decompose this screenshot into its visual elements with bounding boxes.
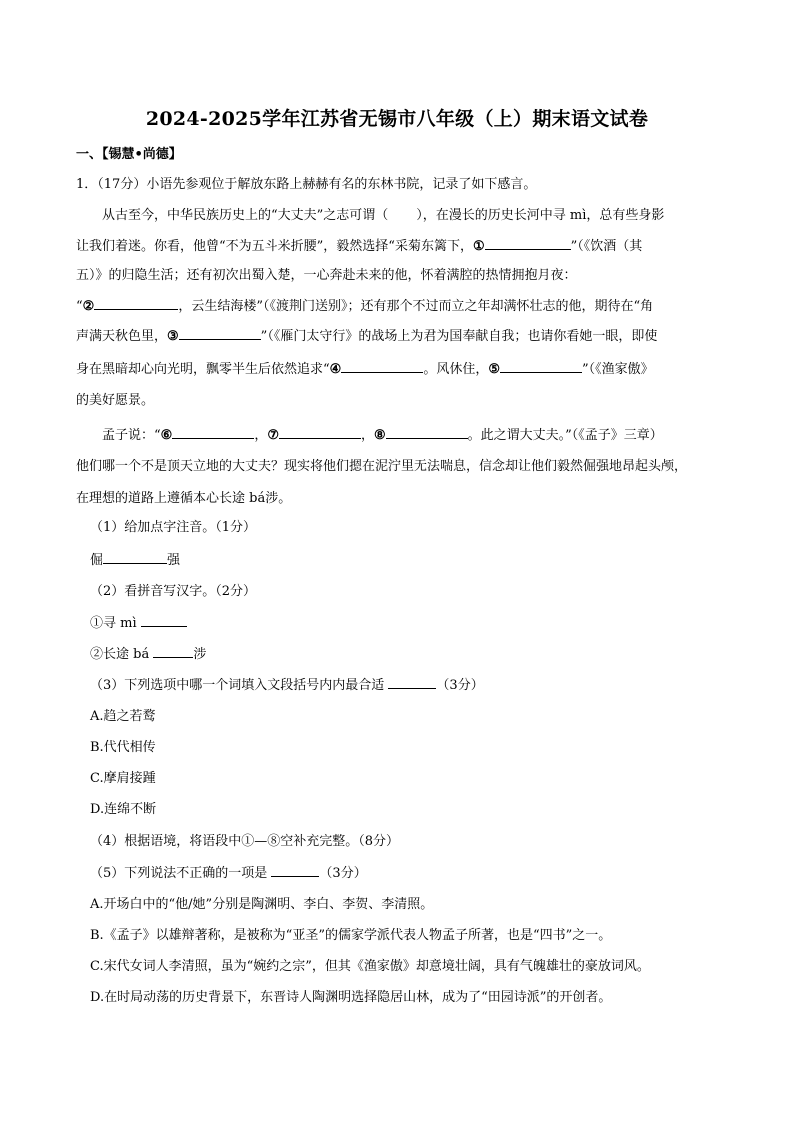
- choice-blank-3[interactable]: [388, 676, 436, 689]
- statement-c[interactable]: C.宋代女词人李清照，虽为“婉约之宗”，但其《渔家傲》却意境壮阔，具有气魄雄壮的豪放词风。: [90, 959, 650, 974]
- fill-blank-5[interactable]: [500, 360, 582, 373]
- sub-question-2: （2）看拼音写汉字。（2分）: [90, 584, 257, 599]
- passage-line: “② ，云生结海楼”（《渡荆门送别》；还有那个不过而立之年却满怀壮志的他，期待在“角: [76, 299, 654, 314]
- sub-question-4: （4）根据语境，将语段中①—⑧空补充完整。（8分）: [90, 834, 400, 849]
- statement-d[interactable]: D.在时局动荡的历史背景下，东晋诗人陶渊明选择隐居山林，成为了“田园诗派”的开创者。: [90, 990, 612, 1005]
- question-intro: 1．（17分）小语先参观位于解放东路上赫赫有名的东林书院，记录了如下感言。: [76, 177, 537, 192]
- fill-blank-1[interactable]: [485, 237, 571, 250]
- option-b[interactable]: B.代代相传: [90, 740, 156, 755]
- fill-blank-3[interactable]: [179, 327, 261, 340]
- choice-blank-5[interactable]: [271, 864, 319, 877]
- passage-line: 孟子说：“⑥ ，⑦ ，⑧ 。此之谓大丈夫。”（《孟子》三章）: [102, 428, 663, 443]
- sub-question-3: （3）下列选项中哪一个词填入文段括号内内最合适 （3分）: [90, 678, 484, 693]
- section-heading: 一、【锡慧•尚德】: [76, 147, 182, 162]
- passage-line: 的美好愿景。: [76, 393, 155, 408]
- sub-question-5: （5）下列说法不正确的一项是 （3分）: [90, 866, 367, 881]
- passage-line: 让我们着迷。你看，他曾“不为五斗米折腰”，毅然选择“采菊东篱下，① ”（《饮酒（其: [76, 239, 643, 254]
- option-a[interactable]: A.趋之若鹜: [90, 709, 156, 724]
- pinyin-answer-line: 倔 强: [90, 553, 181, 568]
- hanzi-answer-line-2: ②长途 bá 涉: [90, 647, 207, 662]
- sub-question-1: （1）给加点字注音。（1分）: [90, 520, 257, 535]
- hanzi-answer-line-1: ①寻 mì: [90, 614, 187, 633]
- passage-line: 在理想的道路上遵循本心长途 bá涉。: [76, 491, 292, 506]
- hanzi-blank-2[interactable]: [153, 645, 193, 658]
- fill-blank-2[interactable]: [94, 297, 178, 310]
- statement-a[interactable]: A.开场白中的“他/她”分别是陶渊明、李白、李贺、李清照。: [90, 897, 434, 912]
- passage-line: 五）》的归隐生活；还有初次出蜀入楚，一心奔赴未来的他，怀着满腔的热情拥抱月夜：: [76, 268, 577, 283]
- page-title: 2024-2025学年江苏省无锡市八年级（上）期末语文试卷: [145, 108, 649, 130]
- option-c[interactable]: C.摩肩接踵: [90, 771, 156, 786]
- fill-blank-8[interactable]: [386, 426, 468, 439]
- passage-line: 身在黑暗却心向光明，飘零半生后依然追求“④ 。风休住，⑤ ”（《渔家傲》: [76, 362, 654, 377]
- fill-blank-4[interactable]: [341, 360, 423, 373]
- option-d[interactable]: D.连绵不断: [90, 802, 157, 817]
- fill-blank-6[interactable]: [172, 426, 254, 439]
- passage-line: 从古至今，中华民族历史上的“大丈夫”之志可谓（ ），在漫长的历史长河中寻 mì，总有些身影: [102, 208, 665, 223]
- pinyin-blank[interactable]: [103, 551, 167, 564]
- passage-line: 声满天秋色里，③ ”（《雁门太守行》的战场上为君为国奉献自我；也请你看她一眼，即使: [76, 329, 658, 344]
- hanzi-blank-1[interactable]: [141, 614, 187, 627]
- fill-blank-7[interactable]: [279, 426, 361, 439]
- statement-b[interactable]: B.《孟子》以雄辩著称，是被称为“亚圣”的儒家学派代表人物孟子所著，也是“四书”之一。: [90, 928, 612, 943]
- passage-line: 他们哪一个不是顶天立地的大丈夫？现实将他们摁在泥泞里无法喘息，信念却让他们毅然倔强地昂起头颅，: [76, 459, 688, 474]
